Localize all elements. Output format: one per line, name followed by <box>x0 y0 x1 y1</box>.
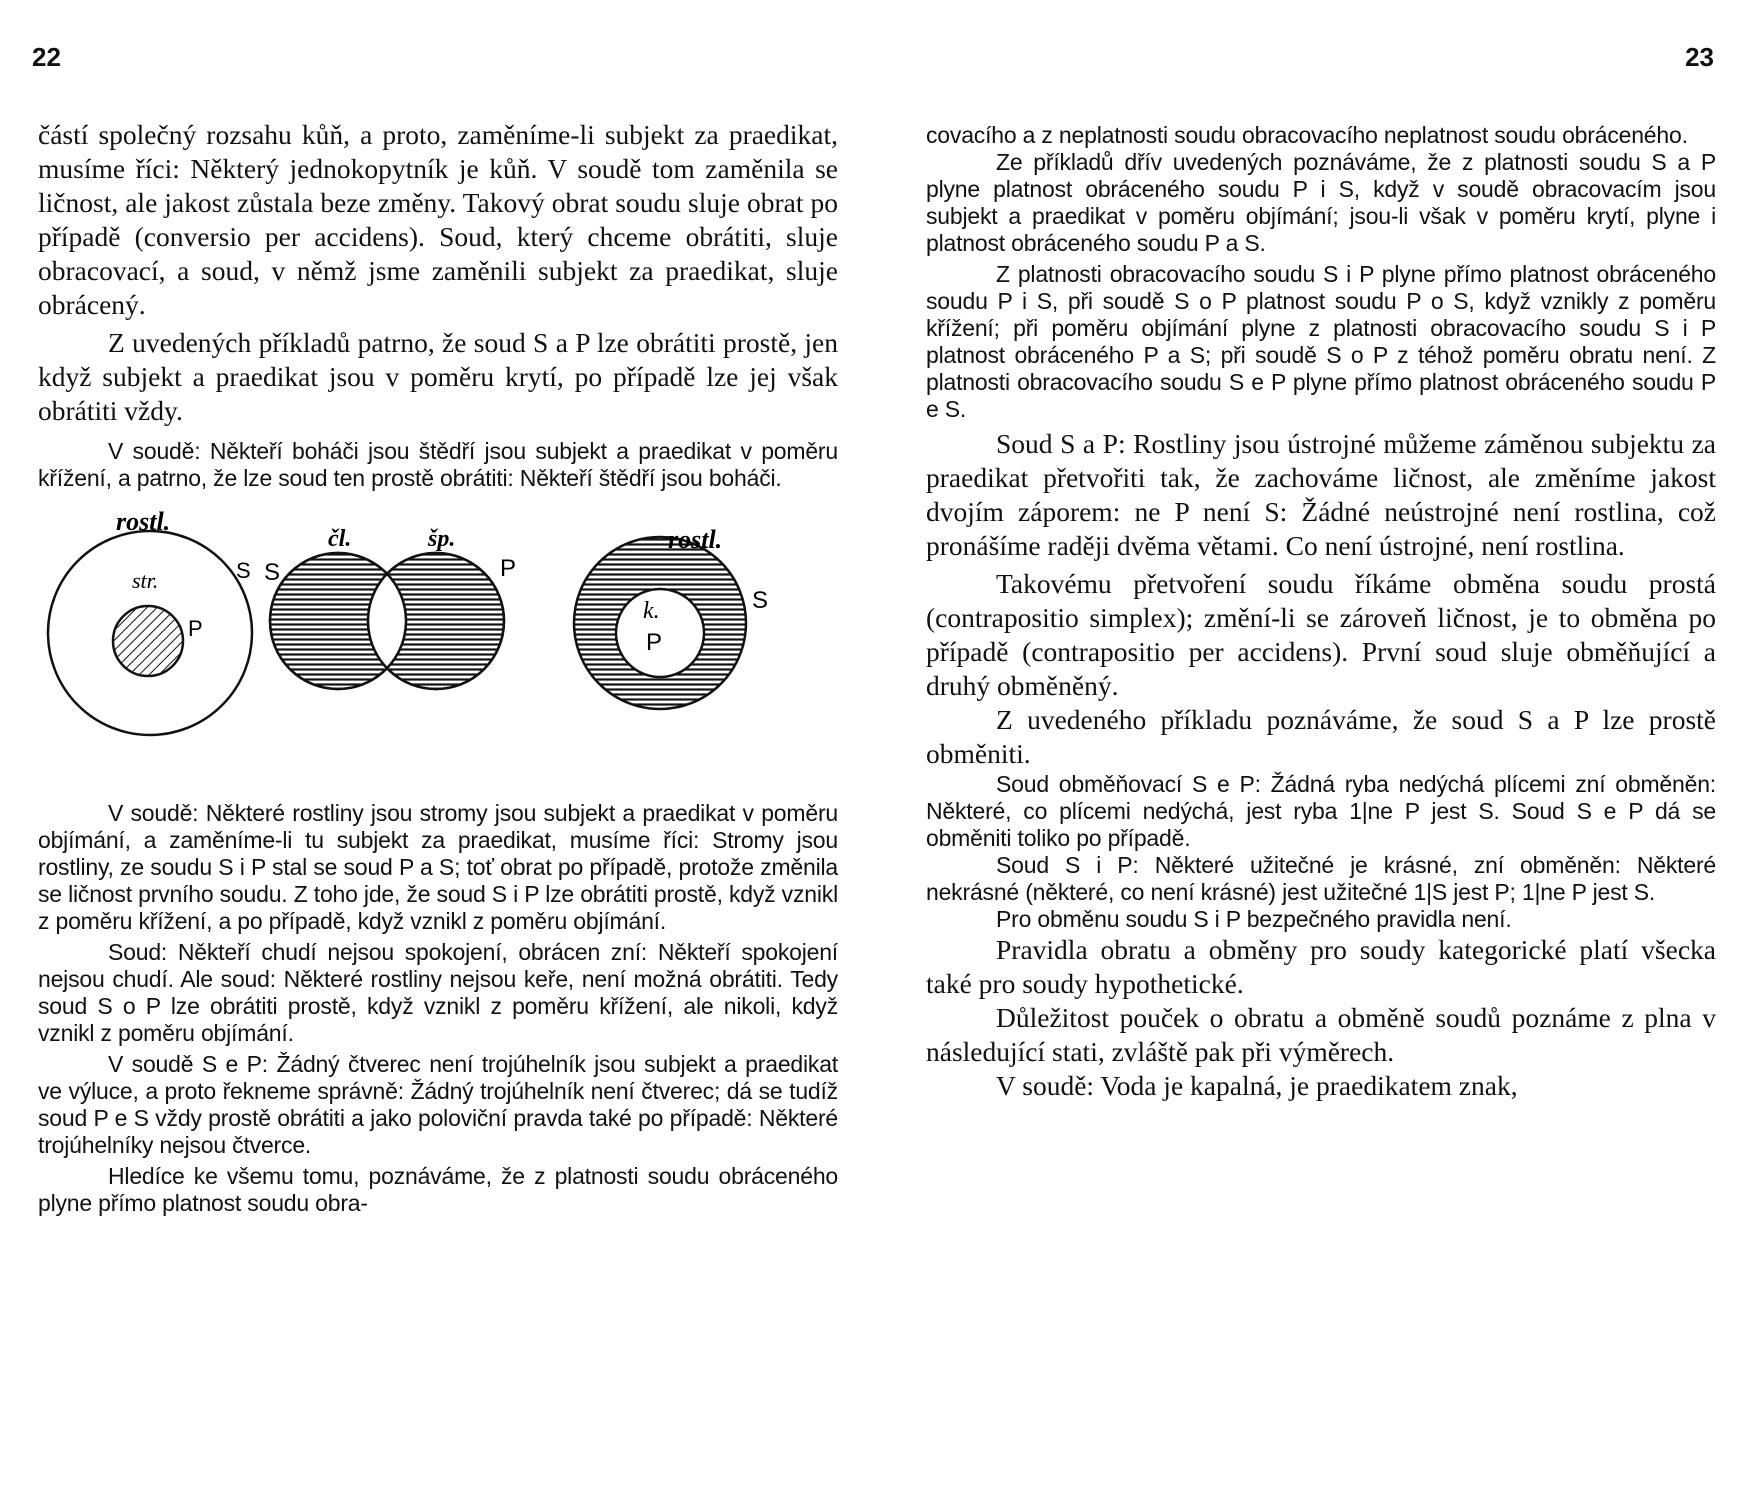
paragraph: Pravidla obratu a obměny pro soudy kategorické platí všecka také pro soudy hypothetické. <box>926 934 1716 999</box>
fig1-s-label: S <box>236 558 251 583</box>
paragraph: částí společný rozsahu kůň, a proto, zaměníme-li subjekt za praedikat, musíme říci: Některý jednokopytník je kůň. V soudě tom zaměnila se ličnost, ale jakost zůstala beze změny. Takový obrat soudu sluje obrat po případě (conversio per accidens). Soud, který chceme obrátiti, sluje obracovací, a soud, v němž jsme zaměnili subjekt za praedikat, sluje obrácený. <box>38 119 838 320</box>
paragraph: Soud: Někteří chudí nejsou spokojení, obrácen zní: Někteří spokojení nejsou chudí. Ale soud: Některé rostliny nejsou keře, není možná obrátiti. Tedy soud S o P lze obrátiti prostě, když vznikl z poměru křížení, ale nikoli, když vznikl z poměru objímání. <box>38 939 838 1046</box>
paragraph: Soud S a P: Rostliny jsou ústrojné můžeme záměnou subjektu za praedikat přetvořiti tak, že zachováme ličnost, ale změníme jakost dvojím záporem: ne P není S: Žádné neústrojné není rostlina, což pronášíme raději dvěma větami. Co není ústrojné, není rostlina. <box>926 428 1716 561</box>
paragraph: covacího a z neplatnosti soudu obracovacího neplatnost soudu obráceného. <box>926 122 1688 148</box>
fig2-p-label: P <box>500 555 517 582</box>
paragraph: V soudě: Některé rostliny jsou stromy jsou subjekt a praedikat v poměru objímání, a zaměníme-li tu subjekt za praedikat, musíme říci: Stromy jsou rostliny, ze soudu S i P stal se soud P a S; toť obrat po případě, protože změnila se ličnost prvního soudu. Z toho jde, že soud S i P lze obrátiti prostě, když vznikl z poměru křížení, a po případě, když vznikl z poměru objímání. <box>38 800 838 934</box>
paragraph: Takovému přetvoření soudu říkáme obměna soudu prostá (contrapositio simplex); změní-li se zároveň ličnost, je to obměna po případě (contrapositio per accidens). První soud sluje obměňující a druhý obměněný. <box>926 568 1716 701</box>
fig1-outer-label: rostl. <box>116 508 171 536</box>
fig2-left-label: čl. <box>328 526 352 552</box>
paragraph: Pro obměnu soudu S i P bezpečného pravidla není. <box>996 906 1512 932</box>
fig1-p-label: P <box>188 616 203 641</box>
paragraph: Z uvedených příkladů patrno, že soud S a P lze obrátiti prostě, jen když subjekt a praedikat jsou v poměru krytí, po případě lze jej však obrátiti vždy. <box>38 327 838 426</box>
venn-containment-diagram <box>48 508 252 735</box>
paragraph: Soud obměňovací S e P: Žádná ryba nedýchá plícemi zní obměněn: Některé, co plícemi nedýchá, jest ryba 1|ne P jest S. Soud S e P dá se obměniti toliko po případě. <box>926 771 1716 851</box>
paragraph: V soudě: Voda je kapalná, je praedikatem znak, <box>996 1070 1518 1101</box>
paragraph: Důležitost pouček o obratu a obměně soudů poznáme z plna v následující stati, zvláště pak při výměrech. <box>926 1002 1716 1067</box>
paragraph: Z uvedeného příkladu poznáváme, že soud S a P lze prostě obměniti. <box>926 704 1716 769</box>
right-page <box>876 0 1752 1500</box>
fig2-right-label: šp. <box>428 526 456 552</box>
page-number-right: 23 <box>1685 42 1714 72</box>
fig2-s-label: S <box>264 559 281 586</box>
paragraph: Ze příkladů dřív uvedených poznáváme, že z platnosti soudu S a P plyne platnost obráceného soudu P i S, když v soudě obracovacím jsou subjekt a praedikat v poměru objímání; jsou-li však v poměru krytí, plyne i platnost obráceného soudu P a S. <box>926 149 1716 256</box>
paragraph: V soudě: Někteří boháči jsou štědří jsou subjekt a praedikat v poměru křížení, a patrno, že lze soud ten prostě obrátiti: Někteří štědří jsou boháči. <box>38 438 838 491</box>
venn-figure <box>38 508 838 778</box>
right-text-column <box>926 122 1716 1103</box>
left-text-column <box>38 118 838 1217</box>
fig1-inner-label: str. <box>132 568 159 593</box>
paragraph: Soud S i P: Některé užitečné je krásné, zní obměněn: Některé nekrásné (některé, co není krásné) jest užitečné 1|S jest P; 1|ne P jest S. <box>926 852 1716 905</box>
fig3-inner-label: k. <box>643 598 660 624</box>
paragraph: Z platnosti obracovacího soudu S i P plyne přímo platnost obráceného soudu P i S, při soudě S o P platnost soudu P o S, když vznikly z poměru křížení; při poměru objímání plyne z platnosti obracovacího soudu S i P platnost obráceného P a S; při soudě S o P z téhož poměru obratu není. Z platnosti obracovacího soudu S e P plyne přímo platnost obráceného soudu P e S. <box>926 261 1716 422</box>
venn-crossing-diagram <box>264 526 516 689</box>
paragraph: V soudě S e P: Žádný čtverec není trojúhelník jsou subjekt a praedikat ve výluce, a proto řekneme správně: Žádný trojúhelník není čtverec; dá se tudíž soud P e S vždy prostě obrátiti a jako poloviční pravda také po případě: Některé trojúhelníky nejsou čtverce. <box>38 1051 838 1158</box>
fig3-outer-label: rostl. <box>668 525 723 554</box>
fig3-p-label: P <box>646 629 663 656</box>
venn-ring-diagram <box>574 525 768 709</box>
paragraph: Hledíce ke všemu tomu, poznáváme, že z platnosti soudu obráceného plyne přímo platnost soudu obra- <box>38 1163 838 1216</box>
fig3-s-label: S <box>752 587 769 614</box>
page-number-left: 22 <box>32 42 61 72</box>
